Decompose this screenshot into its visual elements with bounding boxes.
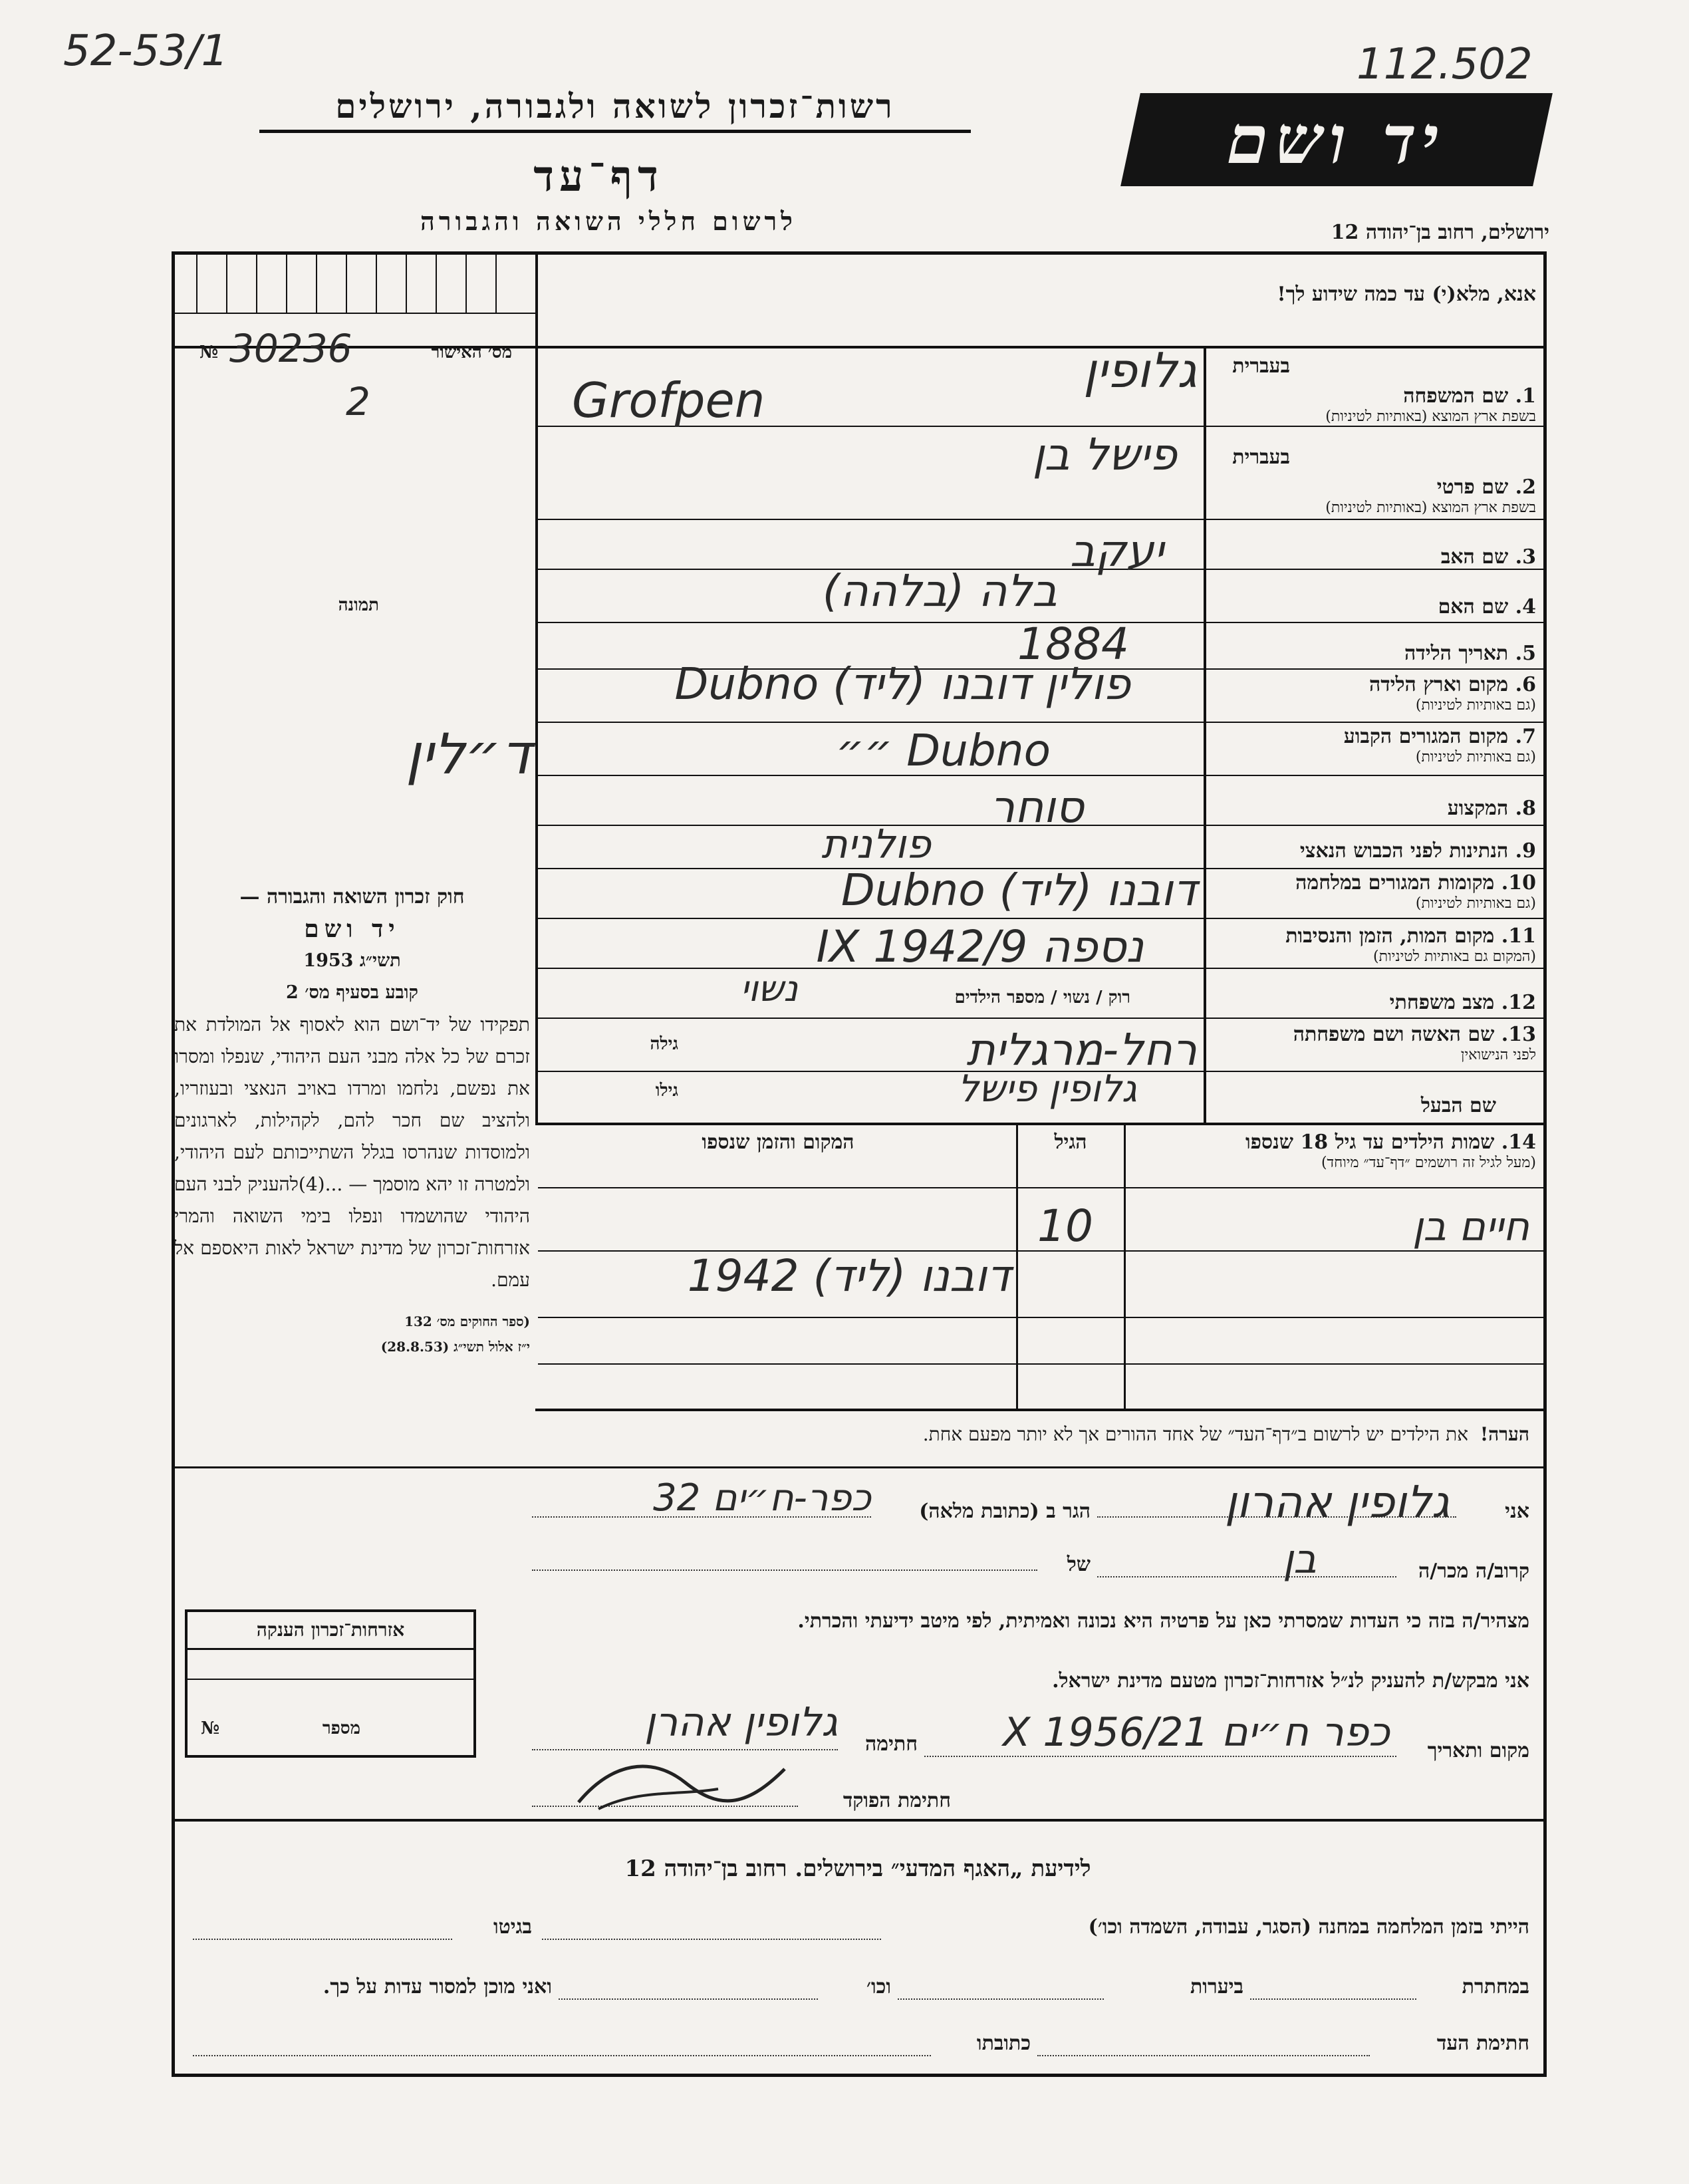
field-13-label: 13. שם האשה ושם משפחתה לפני הנישואין [1293,1023,1536,1063]
child-1-place: דובנו (ליד) 1942 [687,1250,1011,1301]
declaration-text: מצהיר/ה בזה כי העדות שמסרתי כאן על פרטיה היא נכונה ואמיתית, לפי מיטב ידיעתי והכרתי. [797,1609,1529,1633]
law-title: חוק זכרון השואה והגבורה — [239,885,465,908]
husband-label: שם הבעל [1420,1094,1496,1117]
field-9-value: פולנית [821,821,931,868]
record-number: 112.502 [1357,40,1533,89]
declarant-signature: גלופין אהרן [644,1699,838,1746]
officer-signature-label: חתימת הפוקד [843,1789,951,1812]
footer-address-label: כתובתו [976,2032,1031,2055]
field-4-value: בלה (בלהה) [822,565,1057,616]
husband-age-label: גילו [655,1081,678,1101]
child-1-age: 10 [1037,1200,1093,1252]
law-text: תפקידו של יד־ושם הוא לאסוף אל המולדת את זכרם של כל אלה מבני העם היהודי, שנפלו ומסרו את נפשם, נלחמו ומרדו באויב הנאצי ובעוזריו, ולהציב שם חכר להם, לקהילות, לארגונים ולמוסדות שנהרסו בגלל השתייכותם לעם היהודי, ולמטרה זו יהא מוסמך — ...(4)להעניק לבני העם היהודי שהושמדו ונפלו בימי השואה והמרי אזרחות־זכרון של מדינת ישראל לאות היאספם אל עמם. [174,1014,530,1291]
relation-label: קרוב/ה מכר/ה [1418,1560,1529,1583]
marital-options: רוק / נשוי / מספר הילדים [954,988,1130,1008]
children-note: הערה! את הילדים יש לרשום ב״דף־העד״ של אחד ההורים אך לא יותר מפעם אחת. [922,1423,1529,1445]
relation-of-label: של [1067,1553,1091,1576]
citizenship-number-label: מספר [322,1718,360,1738]
law-year: תשי״ג 1953 [303,950,401,971]
request-text: אני מבקש/ת להעניק לנ״ל אזרחות־זכרון מטעם מדינת ישראל. [1052,1669,1529,1693]
footer-camp-label: הייתי בזמן המלחמה במחנה (הסגר, עבודה, השמדה וכו׳) [1088,1915,1529,1939]
child-1-name: חיים בן [1412,1204,1529,1250]
field-10-label: 10. מקומות המגורים במלחמה (גם באותיות לטיניות) [1295,871,1536,912]
footer-willing-label: ואני מוכן למסור עדות על כך. [323,1975,552,1998]
field-6-label: 6. מקום וארץ הלידה (גם באותיות לטיניות) [1368,673,1536,714]
institution-name: רשות־זכרון לשואה ולגבורה, ירושלים [259,86,971,133]
field-5-value: 1884 [1017,618,1129,670]
place-date-value: כפר ח״ים 21/X 1956 [1003,1709,1390,1756]
wife-age-label: גילה [650,1034,678,1054]
relation-value: בן [1282,1536,1317,1583]
footer-etc-label: וכו׳ [866,1975,891,1998]
footer-heading: לידיעת „האגף המדעי״ בירושלים. רחוב בן־יהודה 12 [624,1855,1091,1882]
children-label: 14. שמות הילדים עד גיל 18 שנספו (מעל לגיל זה רושמים ״דף־עד״ מיוחד) [1245,1131,1536,1171]
field-3-label: 3. שם האב [1440,545,1536,569]
citizenship-box [185,1609,476,1758]
declarant-address: כפר-ח״ים 32 [653,1476,871,1520]
law-section: קובע בסעיף מס׳ 2 [286,982,418,1003]
field-2-label: 2. שם פרטי בשפת ארץ המוצא (באותיות לטיניות) [1325,476,1536,516]
children-place-header: המקום והזמן שנספו [702,1131,854,1154]
reg-number-prefix: № [199,342,219,362]
field-9-label: 9. הנתינות לפני הכבוש הנאצי [1299,839,1536,863]
law-citation-1: (ספר החוקים מס׳ 132 [404,1313,530,1329]
citizenship-box-title: אזרחות־זכרון הענקה [188,1612,473,1650]
field-8-value: סוחר [989,781,1084,833]
field-10-value: דובנו (ליד) Dubno [841,865,1197,916]
field-11-label: 11. מקום המות, הזמן והנסיבות (המקום גם באותיות לטיניות) [1285,924,1536,965]
header-address: ירושלים, רחוב בן־יהודה 12 [1331,221,1549,244]
form-instruction: אנא, מלא(י) עד כמה שידוע לך! [1277,283,1536,306]
reg-number-value: 30236 [229,326,352,371]
footer-witness-signature-label: חתימת העד [1436,2032,1529,2055]
page-title: דף־עד [533,152,664,202]
field-8-label: 8. המקצוע [1447,797,1536,820]
law-sidebar [174,881,530,1356]
signature-label: חתימה [865,1732,918,1756]
photo-label: תמונה [338,595,379,615]
hebrew-tag-1: בעברית [1232,354,1290,378]
field-12-label: 12. מצב משפחתי [1389,991,1536,1014]
declarant-name: גלופין אהרון [1224,1476,1450,1528]
field-1-value: גלופין [1083,342,1197,398]
officer-signature-scribble [572,1756,791,1816]
citizenship-number-prefix: № [201,1718,220,1738]
children-age-header: הגיל [1054,1131,1087,1154]
declarant-resides-label: הגר ב (כתובת מלאה) [919,1500,1091,1523]
field-6-value: פולין דובנו (ליד) Dubno [674,658,1130,710]
footer-forests-label: ביערות [1190,1975,1243,1998]
field-7-label: 7. מקום המגורים הקבוע (גם באותיות לטיניות) [1343,725,1536,765]
field-4-label: 4. שם האם [1438,595,1536,618]
photo-handwriting: ד״לין [406,722,532,787]
field-1-value-latin: Grofpen [572,372,765,428]
law-citation-2: י״ז אלול תשי״ג (28.8.53) [380,1339,530,1355]
declarant-i-label: אני [1505,1500,1529,1523]
field-5-label: 5. תאריך הלידה [1404,642,1536,665]
field-1-label: 1. שם המשפחה בשפת ארץ המוצא (באותיות לטיניות) [1325,384,1536,425]
reg-number-sub: 2 [346,379,370,424]
field-3-value: יעקב [1069,525,1164,577]
archive-note: 52-53/1 [63,27,229,76]
reg-number-label: מס׳ האישור [431,342,512,362]
page-subtitle: לרשום חללי השואה והגבורה [420,206,797,236]
field-12-value: נשוי [740,968,798,1010]
hebrew-tag-2: בעברית [1232,446,1290,469]
field-7-value: Dubno ״״ [836,725,1051,776]
yad-vashem-logo: יד ושם [1120,93,1553,186]
footer-underground-label: במחתרת [1462,1975,1529,1998]
field-13-value: רחל-מרגלית [966,1024,1197,1075]
field-11-value: נספה 9/IX 1942 [816,921,1144,972]
law-name: יד ושם [304,915,400,943]
footer-ghetto-label: בגיטו [493,1915,532,1939]
husband-value: גלופין פישל [958,1067,1137,1111]
field-2-value: פישל בן [1032,429,1177,480]
place-date-label: מקום ותאריך [1427,1739,1529,1762]
